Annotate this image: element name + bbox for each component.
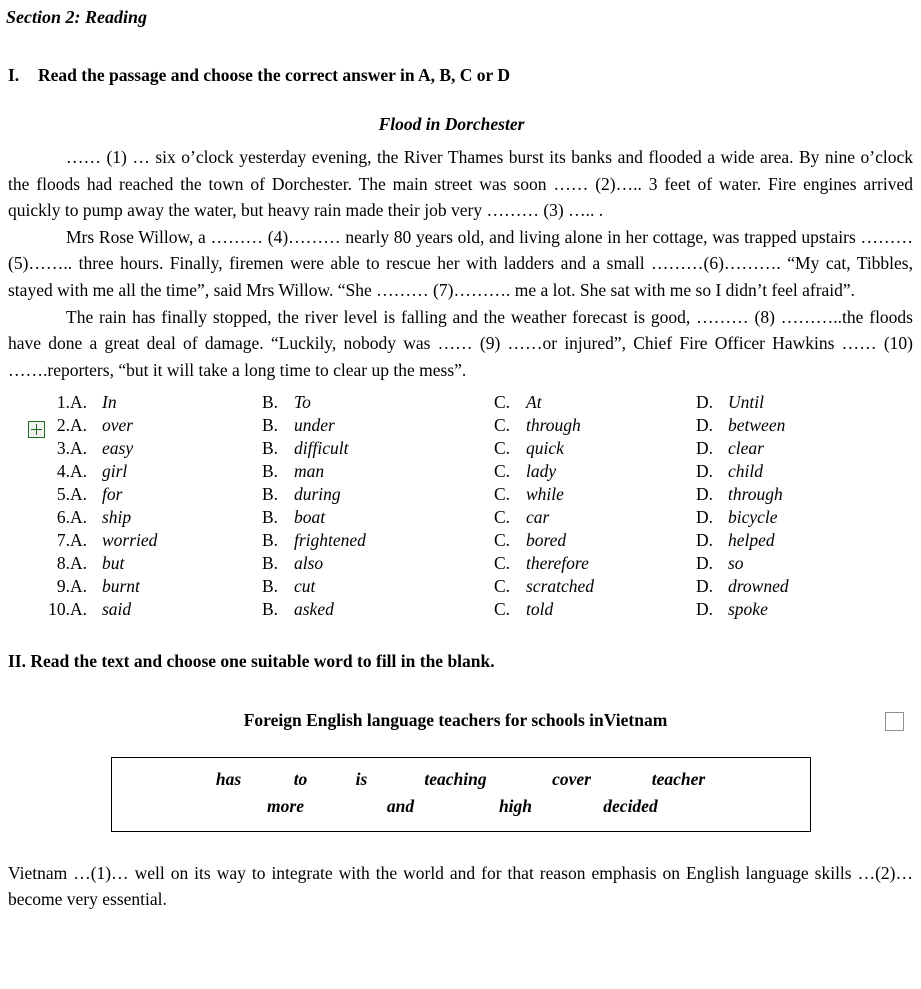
option-letter-d: D. (696, 553, 714, 574)
option-c-text[interactable]: quick (526, 438, 564, 459)
option-b-text[interactable]: frightened (294, 530, 366, 551)
option-d-text[interactable]: clear (728, 438, 764, 459)
question-number: 3. (56, 438, 70, 459)
question-number: 8. (56, 553, 70, 574)
part-1-heading (0, 65, 921, 86)
option-c-text[interactable]: At (526, 392, 542, 413)
question-number: 2. (56, 415, 70, 436)
part-1-instruction: Read the passage and choose the correct answer in A, B, C or D (38, 65, 510, 85)
passage-paragraph-1: …… (1) … six o’clock yesterday evening, the River Thames burst its banks and flooded a wide area. By nine o’clock the floods had reached the town of Dorchester. The main street was soon …… (2)….. 3 feet of water. Fire engines arrived quickly to pump away the water, but heavy rain made their job very ……… (3) ….. . (8, 147, 913, 221)
option-b-text[interactable]: cut (294, 576, 316, 597)
multiple-choice-options-table (8, 391, 878, 621)
option-letter-a: A. (70, 507, 88, 528)
option-b-text[interactable]: difficult (294, 438, 349, 459)
option-letter-b: B. (262, 484, 279, 505)
option-b-text[interactable]: boat (294, 507, 326, 528)
option-letter-a: A. (70, 392, 88, 413)
option-letter-d: D. (696, 461, 714, 482)
question-number: 7. (56, 530, 70, 551)
part-2-heading: II. Read the text and choose one suitable word to fill in the blank. (8, 651, 495, 672)
word-bank-row-2 (112, 793, 810, 820)
option-letter-d: D. (696, 438, 714, 459)
option-letter-b: B. (262, 461, 279, 482)
option-d-text[interactable]: drowned (728, 576, 789, 597)
part-2-paragraph: Vietnam …(1)… well on its way to integrate with the world and for that reason emphasis on English language skills …(2)… become very essential. (8, 862, 913, 910)
section-title: Section 2: Reading (6, 7, 148, 27)
option-b-text[interactable]: under (294, 415, 335, 436)
table-row (8, 437, 878, 460)
option-letter-c: C. (494, 599, 511, 620)
option-a-text[interactable]: worried (102, 530, 158, 551)
option-c-text[interactable]: bored (526, 530, 567, 551)
option-b-text[interactable]: To (294, 392, 311, 413)
part-2-title: Foreign English language teachers for schools inVietnam (243, 710, 668, 731)
option-letter-c: C. (494, 507, 511, 528)
part-1-number: I. (8, 65, 20, 85)
table-row (8, 575, 878, 598)
table-row (8, 529, 878, 552)
table-row (8, 483, 878, 506)
option-letter-b: B. (262, 415, 279, 436)
word-bank-item[interactable]: teacher (651, 769, 706, 790)
option-b-text[interactable]: during (294, 484, 341, 505)
option-a-text[interactable]: for (102, 484, 123, 505)
word-bank-item[interactable]: and (386, 796, 415, 817)
option-c-text[interactable]: scratched (526, 576, 595, 597)
option-a-text[interactable]: ship (102, 507, 132, 528)
question-number: 5. (56, 484, 70, 505)
option-letter-c: C. (494, 392, 511, 413)
option-d-text[interactable]: child (728, 461, 763, 482)
option-d-text[interactable]: between (728, 415, 786, 436)
object-anchor-icon (28, 421, 45, 438)
option-letter-a: A. (70, 484, 88, 505)
option-a-text[interactable]: In (102, 392, 117, 413)
option-letter-d: D. (696, 507, 714, 528)
word-bank-item[interactable]: teaching (424, 769, 487, 790)
word-bank-box (111, 757, 811, 831)
option-letter-d: D. (696, 484, 714, 505)
passage-title: Flood in Dorchester (378, 114, 525, 134)
option-letter-c: C. (494, 553, 511, 574)
question-number: 4. (56, 461, 70, 482)
option-letter-d: D. (696, 599, 714, 620)
option-letter-c: C. (494, 461, 511, 482)
word-bank-item[interactable]: high (498, 796, 533, 817)
option-letter-c: C. (494, 530, 511, 551)
option-c-text[interactable]: lady (526, 461, 557, 482)
option-d-text[interactable]: Until (728, 392, 764, 413)
option-d-text[interactable]: so (728, 553, 744, 574)
option-c-text[interactable]: car (526, 507, 550, 528)
table-row (8, 506, 878, 529)
option-d-text[interactable]: bicycle (728, 507, 778, 528)
word-bank-item[interactable]: to (293, 769, 308, 790)
option-d-text[interactable]: helped (728, 530, 775, 551)
option-letter-a: A. (70, 576, 88, 597)
question-number: 9. (56, 576, 70, 597)
option-letter-c: C. (494, 484, 511, 505)
option-letter-a: A. (70, 553, 88, 574)
word-bank-item[interactable]: has (215, 769, 242, 790)
passage-paragraph-2: Mrs Rose Willow, a ……… (4)……… nearly 80 years old, and living alone in her cottage, was trapped upstairs ……… (5)…….. three hours. Finally, firemen were able to rescue her with ladders and a small ………(6)………. “My cat, Tibbles, stayed with me all the time”, said Mrs Willow. “She ……… (7)………. me a lot. She sat with me so I didn’t feel afraid”. (8, 226, 913, 300)
option-letter-b: B. (262, 392, 279, 413)
option-c-text[interactable]: therefore (526, 553, 589, 574)
option-letter-a: A. (70, 438, 88, 459)
option-a-text[interactable]: said (102, 599, 132, 620)
option-a-text[interactable]: but (102, 553, 125, 574)
document-page (0, 7, 921, 989)
word-bank-item[interactable]: decided (603, 796, 658, 817)
table-row (8, 598, 878, 621)
option-letter-d: D. (696, 530, 714, 551)
option-letter-d: D. (696, 392, 714, 413)
option-letter-c: C. (494, 576, 511, 597)
option-letter-a: A. (70, 530, 88, 551)
option-c-text[interactable]: while (526, 484, 564, 505)
option-letter-a: A. (70, 461, 88, 482)
option-letter-b: B. (262, 576, 279, 597)
option-letter-c: C. (494, 438, 511, 459)
table-row (8, 460, 878, 483)
option-a-text[interactable]: easy (102, 438, 134, 459)
option-b-text[interactable]: also (294, 553, 324, 574)
passage-paragraph-3: The rain has finally stopped, the river level is falling and the weather forecast is good, ……… (8) ………..the floods have done a great deal of damage. “Luckily, nobody was …… (9) ……or injured”, Chief Fire Officer Hawkins …… (10) …….reporters, “but it will take a long time to clear up the mess”. (8, 306, 913, 380)
option-letter-d: D. (696, 576, 714, 597)
word-bank-row-1 (112, 766, 810, 793)
option-c-text[interactable]: through (526, 415, 581, 436)
option-c-text[interactable]: told (526, 599, 554, 620)
option-letter-b: B. (262, 438, 279, 459)
table-row (8, 391, 878, 414)
option-letter-a: A. (70, 599, 88, 620)
word-bank-item[interactable]: is (355, 769, 368, 790)
table-row (8, 552, 878, 575)
option-letter-b: B. (262, 599, 279, 620)
passage-body (8, 144, 913, 383)
option-letter-b: B. (262, 553, 279, 574)
option-d-text[interactable]: through (728, 484, 783, 505)
option-a-text[interactable]: girl (102, 461, 128, 482)
option-letter-a: A. (70, 415, 88, 436)
option-letter-c: C. (494, 415, 511, 436)
option-b-text[interactable]: man (294, 461, 325, 482)
part-2-text (8, 860, 913, 913)
option-a-text[interactable]: burnt (102, 576, 140, 597)
question-number: 1. (56, 392, 70, 413)
question-number: 10. (48, 599, 70, 620)
option-letter-b: B. (262, 507, 279, 528)
option-letter-b: B. (262, 530, 279, 551)
table-row (8, 414, 878, 437)
question-number: 6. (56, 507, 70, 528)
option-a-text[interactable]: over (102, 415, 134, 436)
word-bank-item[interactable]: more (267, 796, 304, 817)
option-d-text[interactable]: spoke (728, 599, 768, 620)
page-marker-box (885, 712, 904, 731)
option-b-text[interactable]: asked (294, 599, 334, 620)
word-bank-item[interactable]: cover (552, 769, 591, 790)
option-letter-d: D. (696, 415, 714, 436)
